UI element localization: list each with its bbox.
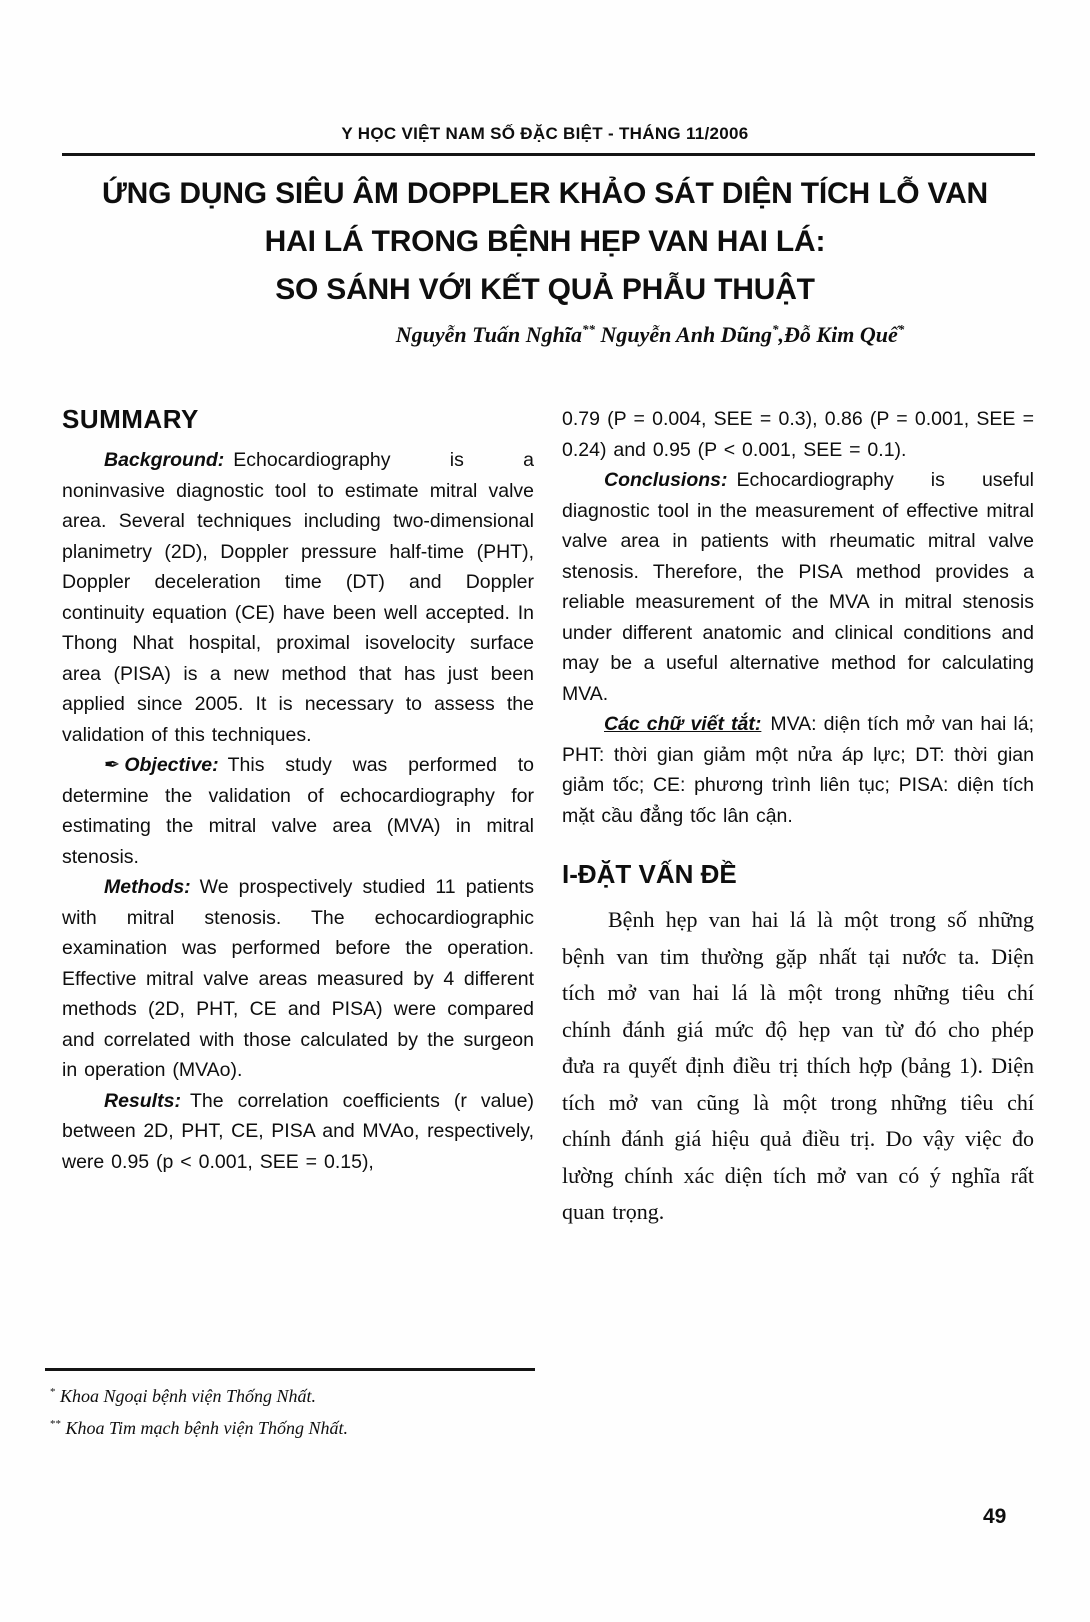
left-column [62,404,534,1231]
summary-results-paragraph [62,1086,534,1178]
journal-header: Y HỌC VIỆT NAM SỐ ĐẶC BIỆT - THÁNG 11/2006 [341,124,749,143]
summary-conclusions-paragraph [562,465,1034,709]
author-footnote-mark: * [897,321,905,337]
right-column [562,404,1034,1231]
conclusions-label: Conclusions: [604,469,728,491]
author-name: Nguyễn Anh Dũng [594,322,773,347]
author-name: Nguyễn Tuấn Nghĩa [395,322,582,347]
page-title-line3: SO SÁNH VỚI KẾT QUẢ PHẪU THUẬT [275,273,815,306]
page-title-line2: HAI LÁ TRONG BỆNH HẸP VAN HAI LÁ: [264,225,826,258]
summary-heading: SUMMARY [62,404,199,434]
objective-text: This study was performed to determine the validation of echocardiography for estimating the mitral valve area (MVA) in mitral stenosis. [62,754,534,868]
background-label: Background: [104,449,225,471]
header-rule [62,153,1035,156]
summary-methods-paragraph [62,872,534,1086]
summary-objective-paragraph [62,750,534,872]
two-column-body [62,404,1034,1231]
pen-ornament-icon: ✒ [104,754,121,776]
page-title [60,170,1030,314]
methods-label: Methods: [104,876,191,898]
author-footnote-mark: * [772,321,779,337]
footnote-2-text: Khoa Tim mạch bệnh viện Thống Nhất. [65,1418,348,1438]
abbreviations-text: MVA: diện tích mở van hai lá; PHT: thời gian giảm một nửa áp lực; DT: thời gian giảm tốc; CE: phương trình liên tục; PISA: diện tích mặt cầu đẳng tốc lân cận. [562,713,1034,827]
section1-heading: I-ĐẶT VẤN ĐỀ [562,859,737,889]
abbreviations-paragraph [562,709,1034,831]
footnote-2-mark: ** [50,1418,61,1430]
summary-background-paragraph [62,445,534,750]
background-text: Echocardiography is a noninvasive diagnostic tool to estimate mitral valve area. Several techniques including two-dimensional planimetry (2D), Doppler pressure half-time (PHT), Doppler deceleration time (DT) and Doppler continuity equation (CE) have been well accepted. In Thong Nhat hospital, proximal isovelocity surface area (PISA) is a new method that has just been applied since 2005. It is necessary to assess the validation of this techniques. [62,449,534,746]
results-label: Results: [104,1089,181,1112]
results-text: The correlation coefficients (r value) between 2D, PHT, CE, PISA and MVAo, respectively, were 0.95 (p < 0.001, SEE = 0.15), [62,1089,534,1173]
footnote-1-mark: * [50,1386,56,1398]
footnotes [50,1378,610,1442]
author-footnote-mark: ** [581,321,595,337]
authors-line [0,322,1090,348]
footnote-2 [50,1410,610,1442]
footnote-1 [50,1378,610,1410]
section1-paragraph: Bệnh hẹp van hai lá là một trong số những bệnh van tim thường gặp nhất tại nước ta. Diện tích mở van hai lá là một trong những tiêu chí chính đánh giá mức độ hẹp van từ đó cho phép đưa ra quyết định điều trị thích hợp (bảng 1). Diện tích mở van cũng là một trong những tiêu chí chính đánh giá hiệu quả điều trị. Do vậy việc đo lường chính xác diện tích mở van có ý nghĩa rất quan trọng. [562,907,1034,1224]
page-number: 49 [983,1505,1007,1528]
results-continued-paragraph: 0.79 (P = 0.004, SEE = 0.3), 0.86 (P = 0.001, SEE = 0.24) and 0.95 (P < 0.001, SEE = 0.1). [562,408,1034,461]
abbreviations-label: Các chữ viết tắt: [604,713,762,735]
footnote-1-text: Khoa Ngoại bệnh viện Thống Nhất. [60,1386,316,1406]
methods-text: We prospectively studied 11 patients with mitral stenosis. The echocardiographic examination was performed before the operation. Effective mitral valve areas measured by 4 different methods (2D, PHT, CE and PISA) were compared and correlated with those calculated by the surgeon in operation (MVAo). [62,876,534,1081]
author-name: ,Đỗ Kim Quế [778,322,898,347]
footnote-rule [45,1368,535,1371]
objective-label: Objective: [124,754,219,776]
conclusions-text: Echocardiography is useful diagnostic tool in the measurement of effective mitral valve area in patients with rheumatic mitral valve stenosis. Therefore, the PISA method provides a reliable measurement of the MVA in mitral stenosis under different anatomic and clinical conditions and may be a useful alternative method for calculating MVA. [562,469,1034,705]
page-title-line1: ỨNG DỤNG SIÊU ÂM DOPPLER KHẢO SÁT DIỆN TÍCH LỖ VAN [101,177,989,210]
